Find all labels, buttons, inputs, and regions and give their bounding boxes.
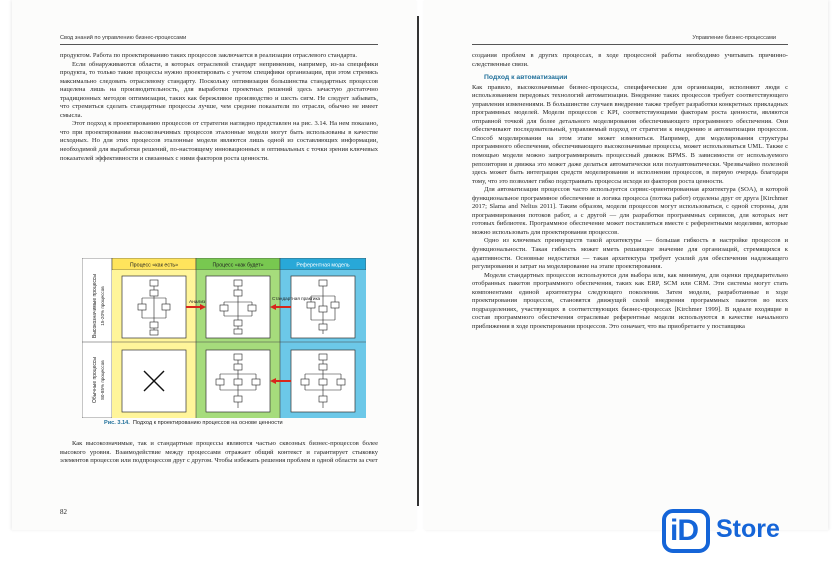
page-number: 82 [60, 508, 67, 516]
paragraph: Модели стандартных процессов используются для выбора или, как минимум, для оценки предварительно отобранных пакетов программного обеспечения, таких как ERP, SCM или CRM. Эти системы могут стать компонентами единой архитектуры следующего поколения. Затем модели, разработанные в ходе проектирования процессов, становятся движущей силой внедрения программных пакетов во всех подразделениях, участвующих в соответствующих бизнес-процессах [Kirchmer 1999]. В идеале входящие в состав программного обеспечения отраслевые референтные модели используются в качестве начального приближения в ходе проектирования процессов. Это означает, что вы приобретаете у поставщика [472, 271, 788, 330]
paragraph: Если обнаруживаются области, в которых отраслевой стандарт неприменим, например, из-за специфики продукта, то только такие процессы нужно проектировать с учетом специфики организации, при этом стремясь максимально следовать отраслевому стандарту. Поскольку оптимизация большинства стандартных процессов нацелена лишь на производительность, для выработки проектных решений здесь зачастую достаточно традиционных методов оптимизации, таких как бережливое производство и шесть сигм. Не следует забывать, что стремиться сделать стандартные процессы лучше, чем средние показатели по отрасли, обычно не имеет смысла. [60, 60, 378, 119]
figure-caption-label: Рис. 3.14. [104, 420, 130, 426]
idstore-logo [662, 509, 812, 553]
paragraph: Как высокозначимые, так и стандартные процессы являются частью сквозных бизнес-процессов более высокого уровня. Взаимодействие между процессами отражает общий контекст и гарантирует стыковку элементов процессов или подпроцессов друг с другом. Чтобы избежать решения проблем в одной области за счет [60, 440, 378, 465]
row-sublabel-high-value: 15-20% процессов [100, 286, 105, 326]
left-head-rule [60, 44, 378, 45]
paragraph: Для автоматизации процессов часто используется сервис-ориентированная архитектура (SOA), в которой функциональное программное обеспечение и логика процесса (потока работ) отделены друг от друга [Kirchmer 2017; Slama and Nelius 2011]. Таким образом, модели процессов могут использоваться, с одной стороны, для программирования потоков работ, а с другой — для разработки программных сервисов, для которых нет готовых библиотек. Программное обеспечение может поставляться вместе с референтными моделями, которые можно использовать для проектирования процессов. [472, 186, 788, 236]
logo-store-text: Store [716, 515, 780, 543]
row-sublabel-standard: 80-85% процессов [100, 360, 105, 400]
paragraph: продуктом. Работа по проектированию таких процессов заключается в реализации отраслевого стандарта. [60, 52, 358, 59]
left-running-head: Свод знаний по управлению бизнес-процессами [60, 35, 187, 41]
left-text-top [60, 52, 378, 163]
logo-id-box [662, 509, 710, 553]
arrow-label-analysis: Анализ [189, 300, 206, 305]
right-page [424, 0, 828, 530]
figure-caption-text: Подход к проектированию процессов на основе ценности [132, 420, 283, 426]
right-running-head: Управление бизнес-процессами [692, 35, 776, 41]
section-heading: Подход к автоматизации [484, 74, 568, 82]
arrow-label-standard-practice: Стандартная практика [272, 296, 321, 301]
figure-caption [104, 420, 283, 426]
column-header-as-is-label: Процесс «как есть» [129, 262, 179, 269]
paragraph: Как правило, высокозначимые бизнес-процессы, специфические для организации, исполняют люди с использованием передовых технологий автоматизации. Внедрение таких процессов требует соответствующего управления изменениями. В большинстве случаев внедрение также требует разработки конкретных прикладных программных моделей. Модели процессов с KPI, соответствующими факторам роста ценности, являются отправной точкой для более детального моделирования обеспечивающего программного обеспечения. Они обеспечивают последовательный, управляемый подход от стратегии к внедрению и автоматизации процессов. Способ моделирования на этом этапе может измениться. Например, для моделирования структуры программного обеспечения, обеспечивающего высокозначимые процессы, может использоваться UML. Также с помощью модели можно запрограммировать процессный движок BPMS. В зависимости от используемого репозитория и движка это может даже делаться автоматически или полуавтоматически. Чрезвычайно полезной здесь может быть интеграция средств моделирования и исполнения процессов, в первую очередь благодаря тому, что это позволяет гибко подстраивать процессы исходя из факторов роста ценности. [472, 83, 788, 185]
logo-id-text: iD [670, 514, 698, 547]
row-label-standard: Обычные процессы [92, 357, 98, 403]
left-page [12, 0, 416, 530]
book-spine [417, 16, 419, 506]
right-text [472, 52, 788, 332]
paragraph: Одно из ключевых преимуществ такой архитектуры — большая гибкость в настройке процессов и функциональности. Такая гибкость может иметь решающее значение для организаций, стремящихся к адаптивности. Основные недостатки — такая архитектура требует усилий для обеспечения надлежащего регулирования и затрат на моделирование на этапе проектирования. [472, 237, 788, 271]
column-header-to-be-label: Процесс «как будет» [212, 262, 264, 269]
row-label-high-value: Высокозначимые процессы [92, 273, 98, 339]
right-head-rule [472, 44, 788, 45]
paragraph: создания проблем в других процессах, в ходе процессной работы необходимо учитывать причинно-следственные связи. [472, 52, 788, 68]
paragraph: Этот подход к проектированию процессов от стратегии наглядно представлен на рис. 3.14. На нем показано, что при проектировании высокозначимых процессов эталонные модели могут быть использованы в качестве исходных. Но для этих процессов эталонные модели являются лишь одной из составляющих информации, необходимой для выработки решений, по-настоящему инновационных и оптимальных с точки зрения ключевых показателей эффективности и связанных с ними факторов роста ценности. [60, 120, 378, 162]
left-text-bottom [60, 440, 378, 466]
figure-value-based-design [82, 258, 366, 418]
column-header-reference-label: Референтная модель [296, 262, 350, 269]
